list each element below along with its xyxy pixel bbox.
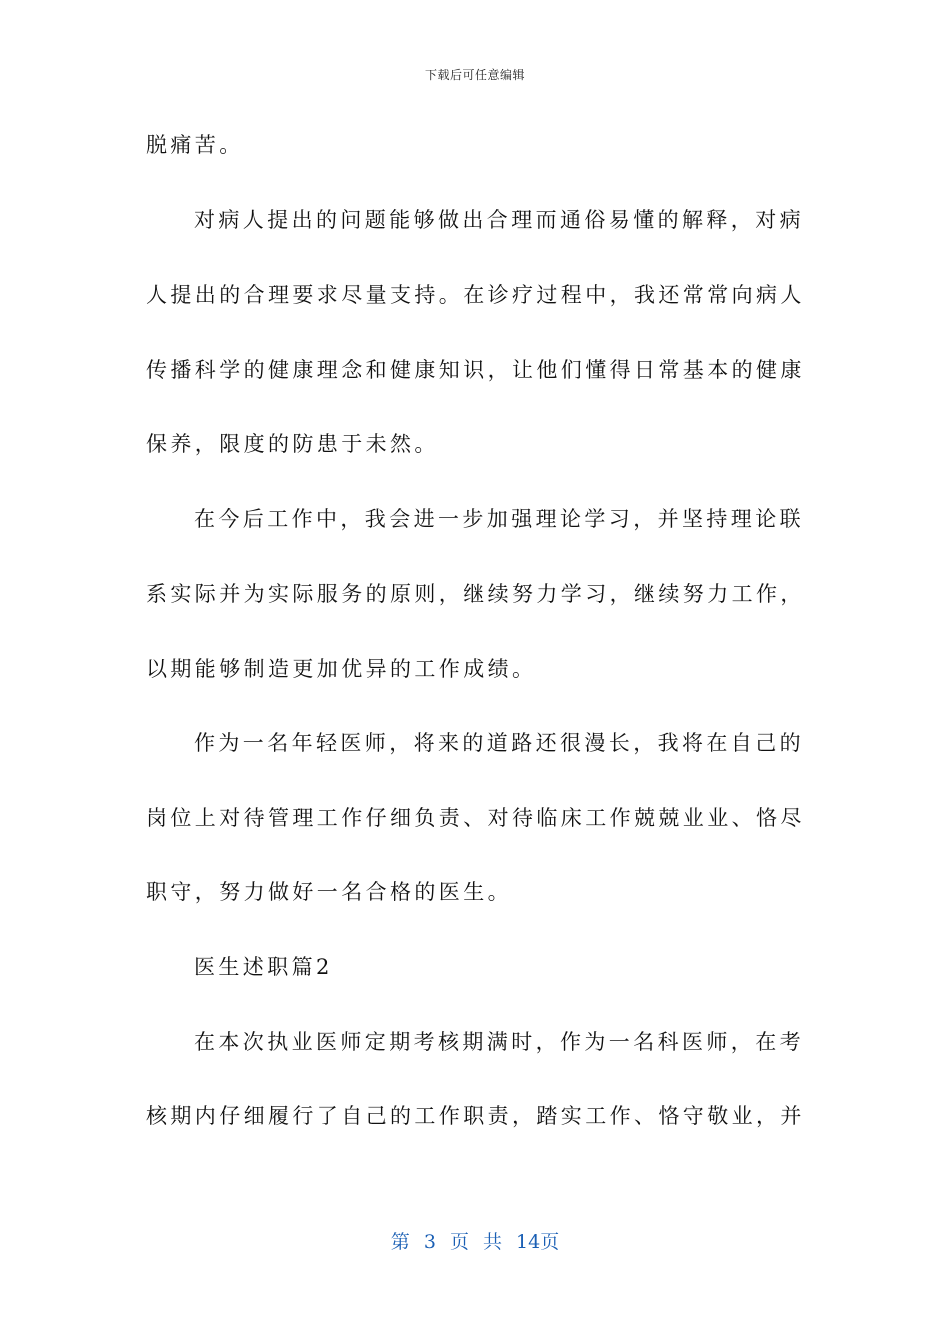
page-header: 下载后可任意编辑 [424, 68, 525, 82]
section-heading: 医生述职篇2 [194, 955, 333, 979]
text-line: 岗位上对待管理工作仔细负责、对待临床工作兢兢业业、恪尽 [146, 806, 805, 830]
paragraph-start: 在本次执业医师定期考核期满时，作为一名科医师，在考 [194, 1030, 804, 1054]
text-line: 以期能够制造更加优异的工作成绩。 [146, 657, 537, 681]
text-line: 核期内仔细履行了自己的工作职责，踏实工作、恪守敬业，并 [146, 1104, 805, 1128]
paragraph-start: 作为一名年轻医师，将来的道路还很漫长，我将在自己的 [194, 731, 804, 755]
text-line: 职守，努力做好一名合格的医生。 [146, 880, 512, 904]
paragraph-start: 在今后工作中，我会进一步加强理论学习，并坚持理论联 [194, 507, 804, 531]
text-line: 保养，限度的防患于未然。 [146, 432, 439, 456]
text-line: 脱痛苦。 [146, 133, 244, 157]
paragraph-start: 对病人提出的问题能够做出合理而通俗易懂的解释，对病 [194, 208, 804, 232]
text-line: 系实际并为实际服务的原则，继续努力学习，继续努力工作， [146, 582, 805, 606]
text-line: 传播科学的健康理念和健康知识，让他们懂得日常基本的健康 [146, 358, 805, 382]
text-line: 人提出的合理要求尽量支持。在诊疗过程中，我还常常向病人 [146, 283, 805, 307]
page-number-footer: 第 3 页 共 14页 [390, 1231, 560, 1253]
